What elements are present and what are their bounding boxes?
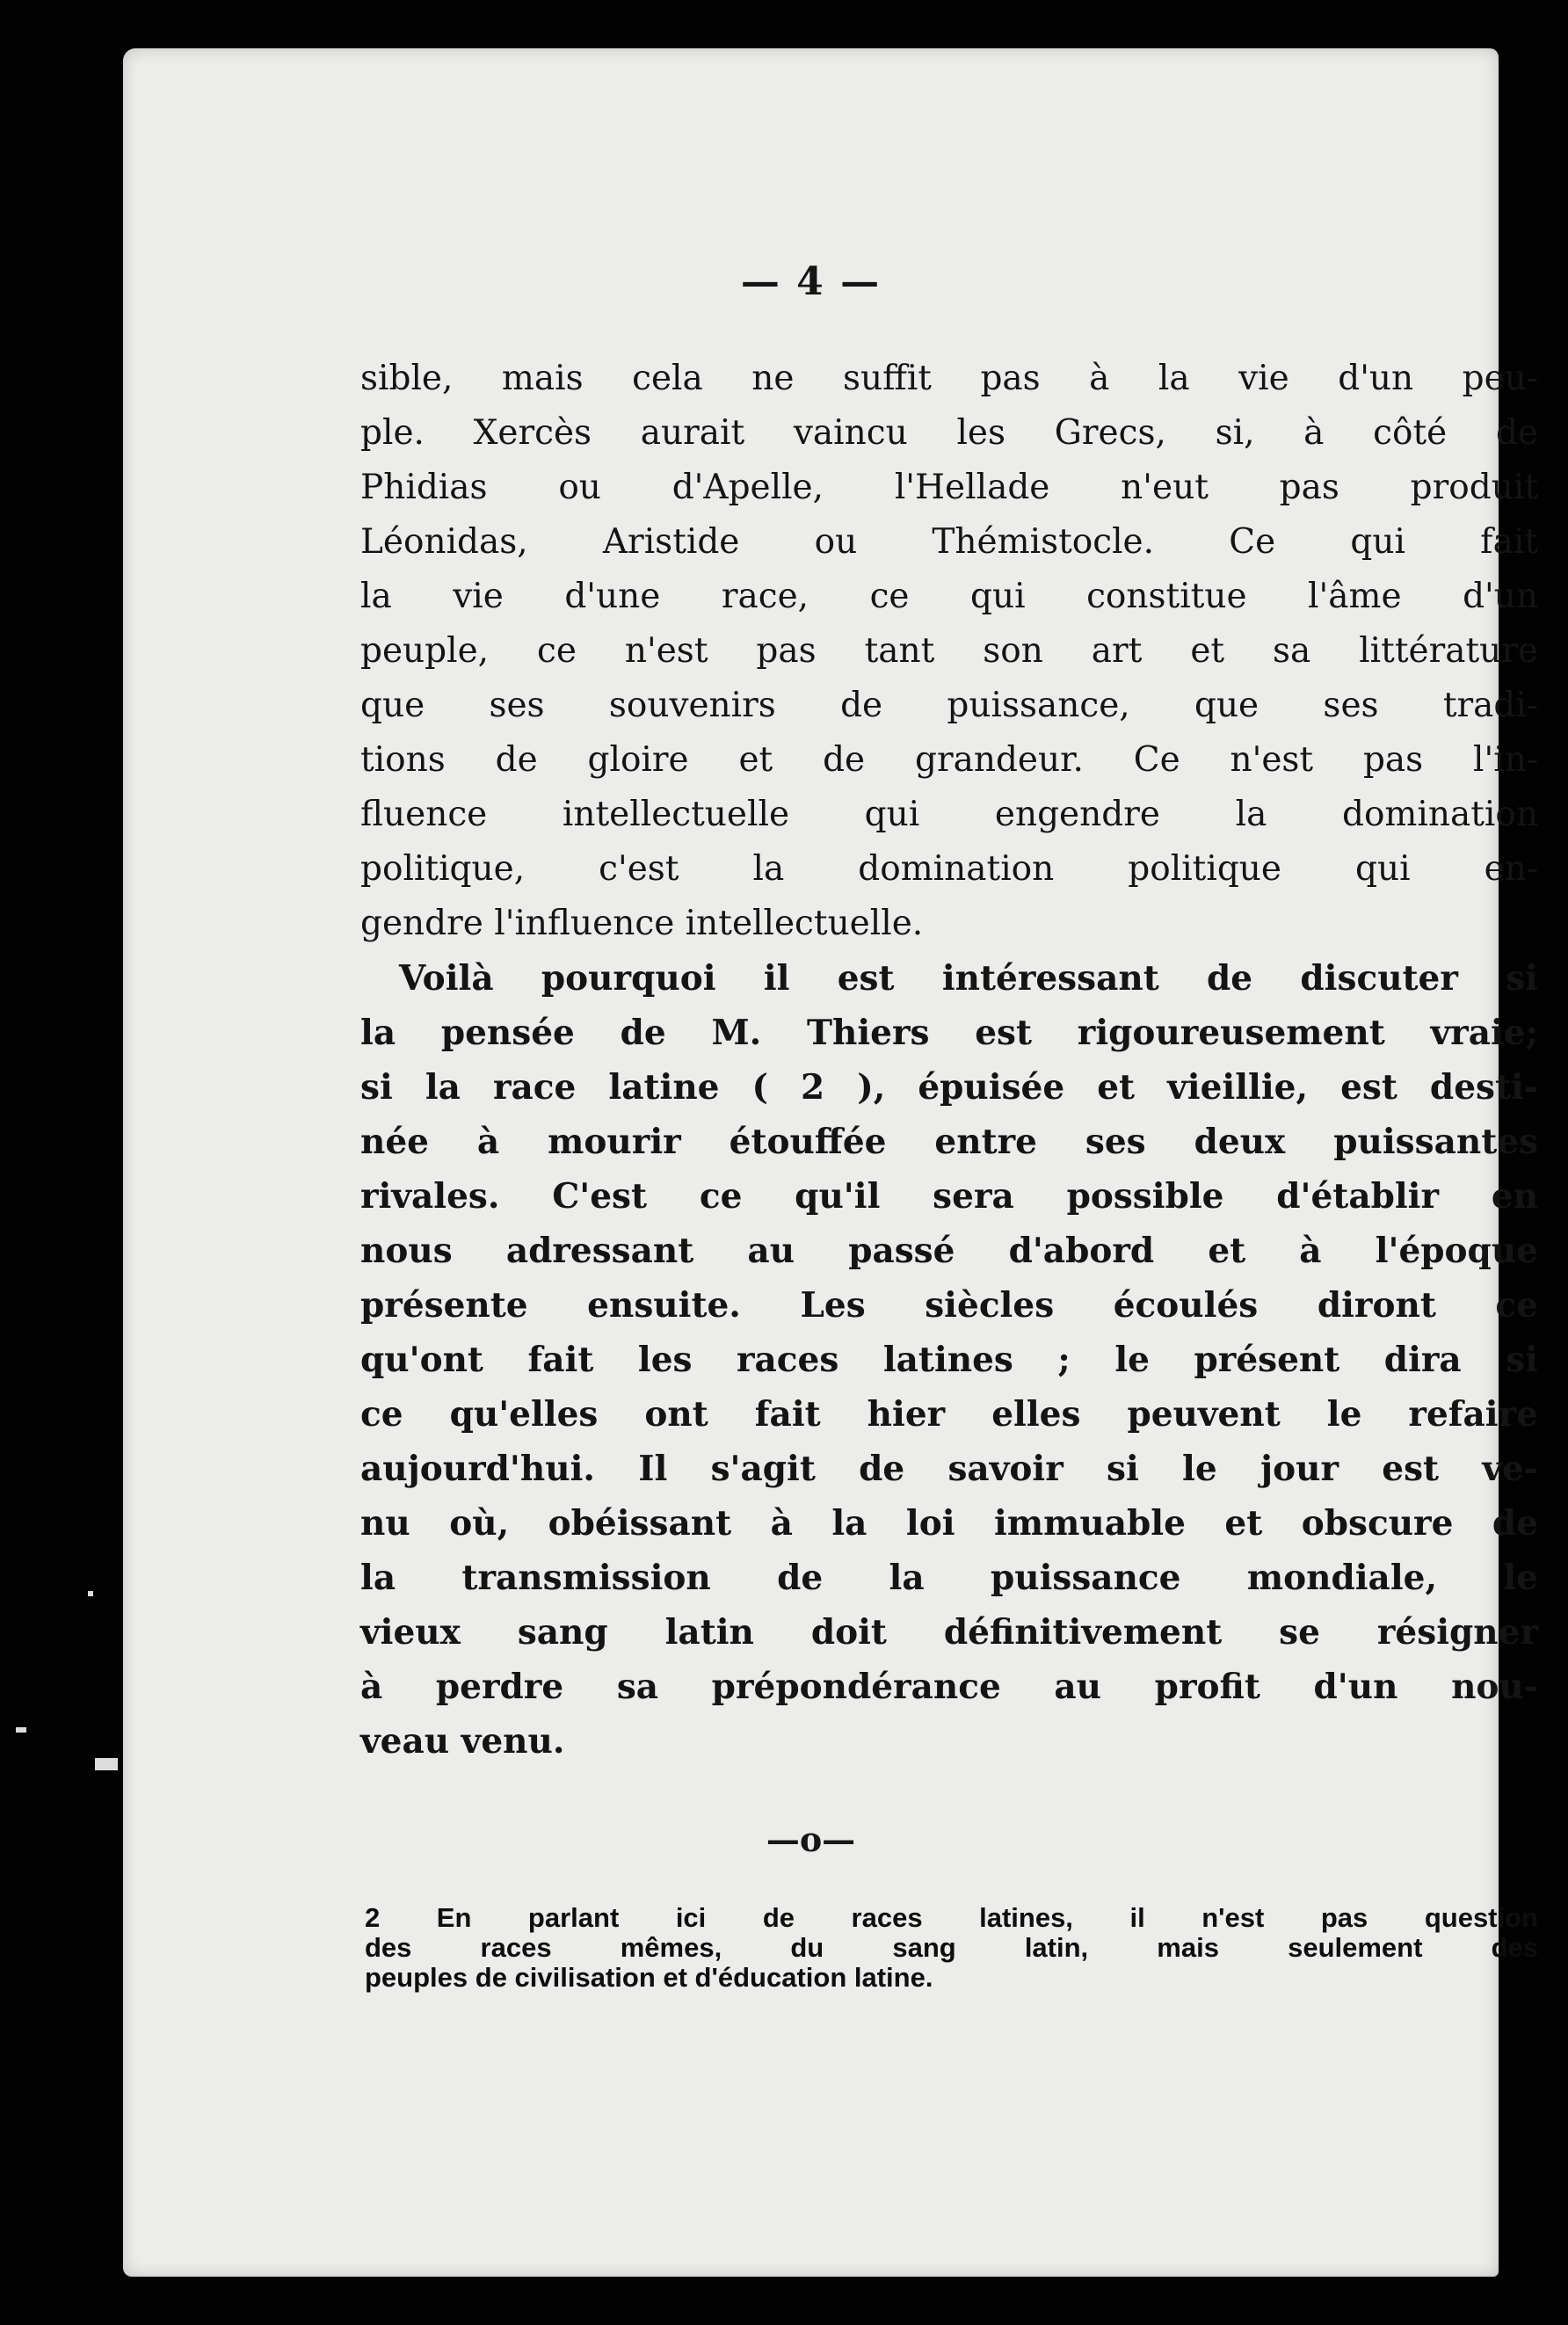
footnote-line: peuples de civilisation et d'éducation latine. (365, 1962, 933, 1993)
text-line: née à mourir étouffée entre ses deux puissantes (360, 1122, 1538, 1162)
scan-speck (16, 1727, 26, 1733)
text-line: la pensée de M. Thiers est rigoureusement vraie; (360, 1013, 1538, 1053)
footnote (365, 1903, 1538, 1993)
text-line: politique, c'est la domination politique qui en- (360, 849, 1538, 889)
footnote-line: 2 En parlant ici de races latines, il n'est pas question (365, 1902, 1538, 1933)
paragraph-2 (360, 951, 1538, 1769)
text-line: la transmission de la puissance mondiale, le (360, 1558, 1538, 1598)
text-line: fluence intellectuelle qui engendre la domination (360, 795, 1538, 834)
text-line: que ses souvenirs de puissance, que ses tradi- (360, 686, 1538, 725)
text-line: veau venu. (360, 1721, 565, 1762)
text-line: nu où, obéissant à la loi immuable et obscure de (360, 1503, 1538, 1544)
text-line: aujourd'hui. Il s'agit de savoir si le jour est ve- (360, 1449, 1538, 1489)
text-line: gendre l'influence intellectuelle. (360, 904, 924, 943)
text-line: si la race latine ( 2 ), épuisée et vieillie, est desti- (360, 1067, 1538, 1108)
text-line: Phidias ou d'Apelle, l'Hellade n'eut pas produit (360, 468, 1538, 507)
body-text (360, 352, 1538, 1769)
text-line: la vie d'une race, ce qui constitue l'âme d'un (360, 577, 1538, 616)
text-line: peuple, ce n'est pas tant son art et sa littérature (360, 631, 1538, 671)
text-line: à perdre sa prépondérance au profit d'un nou- (360, 1667, 1538, 1707)
text-line: vieux sang latin doit définitivement se résigner (360, 1612, 1538, 1653)
paragraph-1 (360, 352, 1538, 951)
book-page (123, 48, 1538, 2277)
footnote-line: des races mêmes, du sang latin, mais seulement des (365, 1932, 1538, 1963)
text-line: tions de gloire et de grandeur. Ce n'est pas l'in- (360, 740, 1538, 780)
text-line: Voilà pourquoi il est intéressant de discuter si (399, 958, 1538, 999)
text-line: présente ensuite. Les siècles écoulés diront ce (360, 1285, 1538, 1326)
text-line: qu'ont fait les races latines ; le présent dira si (360, 1340, 1538, 1380)
text-line: ce qu'elles ont fait hier elles peuvent le refaire (360, 1394, 1538, 1435)
text-line: Léonidas, Aristide ou Thémistocle. Ce qui fait (360, 522, 1538, 562)
page-number: — 4 — (740, 259, 882, 304)
text-line: sible, mais cela ne suffit pas à la vie d'un peu- (360, 359, 1538, 398)
text-line: ple. Xercès aurait vaincu les Grecs, si, à côté de (360, 413, 1538, 453)
section-separator: —o— (766, 1820, 856, 1859)
text-line: nous adressant au passé d'abord et à l'époque (360, 1231, 1538, 1271)
text-line: rivales. C'est ce qu'il sera possible d'établir en (360, 1176, 1538, 1217)
scan-speck (95, 1758, 118, 1770)
scan-speck (88, 1591, 93, 1596)
